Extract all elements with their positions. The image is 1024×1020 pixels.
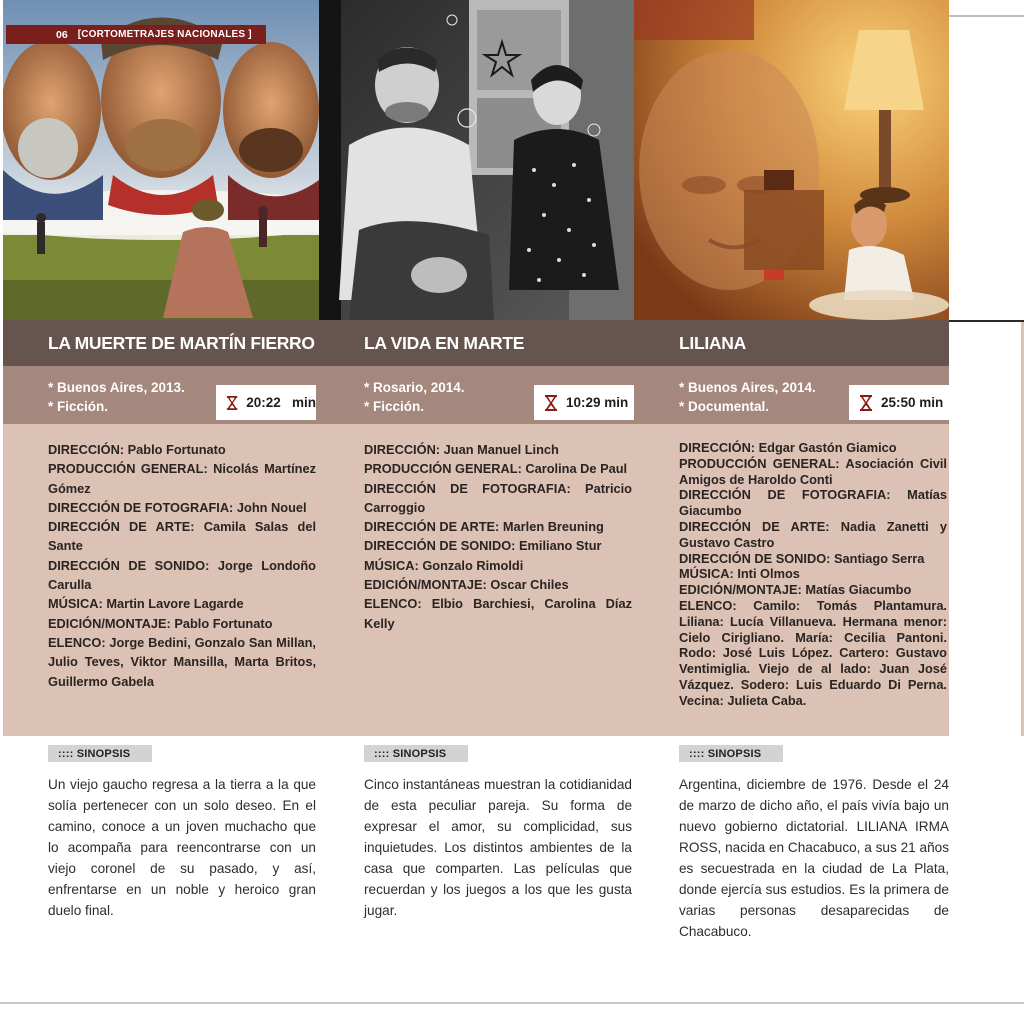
film-genre: * Ficción. (48, 399, 109, 414)
film-still-liliana (634, 0, 949, 320)
synopsis-label: :::: SINOPSIS (48, 745, 152, 762)
duration-value: 20:22 min (246, 395, 316, 410)
film-title-band (319, 320, 634, 366)
credit-montaje: EDICIÓN/MONTAJE: Pablo Fortunato (48, 615, 273, 631)
film-genre: * Ficción. (364, 399, 425, 414)
film-title: LA MUERTE DE MARTÍN FIERRO (48, 332, 315, 353)
duration-box (216, 385, 316, 420)
film-genre: * Documental. (679, 399, 770, 414)
film-still-photo (319, 0, 634, 320)
film-column-1 (3, 0, 319, 1000)
credit-montaje: EDICIÓN/MONTAJE: Matías Giacumbo (679, 582, 912, 598)
synopsis-text: Argentina, diciembre de 1976. Desde el 24 de marzo de dicho año, el país vivía bajo un nuevo gobierno dictatorial. LILIANA IRMA ROSS, nacida en Chacabuco, a sus 21 años es secuestrada en la ciudad de La Plata, donde ejercía sus estudios. Es la primera de varias personas desaparecidas de Chacabuco. (679, 777, 949, 939)
film-location-year: * Buenos Aires, 2014. (679, 380, 816, 395)
film-location-genre (679, 378, 816, 416)
credit-elenco: ELENCO: Camilo: Tomás Plantamura. Liliana: Lucía Villanueva. Hermana menor: Cielo Cirigliano. María: Cecilia Pantoni. Rodo: José Luis López. Cartero: Gustavo Ventimiglia. Viejo de al lado: Juan José Vázquez. Sodero: Luis Eduardo Di Perna. Vecina: Julieta Caba. (679, 597, 947, 708)
credit-musica: MÚSICA: Martin Lavore Lagarde (48, 596, 244, 612)
film-still-illustration (3, 0, 319, 320)
credit-produccion: PRODUCCIÓN GENERAL: Asociación Civil Amigos de Haroldo Conti (679, 455, 947, 487)
credits-list (364, 440, 632, 633)
section-title: [CORTOMETRAJES NACIONALES ] (77, 29, 252, 40)
hourglass-icon (859, 395, 873, 411)
synopsis-text: Un viejo gaucho regresa a la tierra a la que solía pertenecer con un solo deseo. En el camino, conoce a un joven muchacho que lo acompaña para reencontrarse con un viejo coronel de su pasado, y así, enfrentarse en un noble y heroico gran duelo final. (48, 777, 316, 918)
credit-produccion: PRODUCCIÓN GENERAL: Carolina De Paul (364, 461, 628, 477)
film-title-band (3, 320, 319, 366)
film-location-year: * Buenos Aires, 2013. (48, 380, 185, 395)
duration-box (534, 385, 634, 420)
hourglass-icon (226, 395, 238, 411)
film-meta-band (634, 366, 949, 424)
film-title-band (634, 320, 949, 366)
bottom-rule (0, 1002, 1024, 1004)
credit-sonido: DIRECCIÓN DE SONIDO: Jorge Londoño Carulla (48, 557, 316, 593)
film-meta-band (319, 366, 634, 424)
credit-arte: DIRECCIÓN DE ARTE: Nadia Zanetti y Gustavo Castro (679, 518, 947, 550)
right-edge-rule (949, 320, 1024, 322)
credits-list (679, 440, 947, 709)
credit-direccion: DIRECCIÓN: Juan Manuel Linch (364, 442, 559, 457)
film-still-vida-en-marte (319, 0, 634, 320)
duration-box (849, 385, 949, 420)
credit-musica: MÚSICA: Gonzalo Rimoldi (364, 557, 524, 573)
synopsis-label: :::: SINOPSIS (364, 745, 468, 762)
credit-fotografia: DIRECCIÓN DE FOTOGRAFIA: Patricio Carroggio (364, 480, 632, 515)
credit-direccion: DIRECCIÓN: Edgar Gastón Giamico (679, 440, 897, 455)
hourglass-icon (544, 395, 558, 411)
film-still-photo (634, 0, 949, 320)
film-still-martin-fierro (3, 0, 319, 320)
credit-elenco: ELENCO: Jorge Bedini, Gonzalo San Millan, Julio Teves, Viktor Mansilla, Marta Britos, Guillermo Gabela (48, 634, 316, 689)
credit-montaje: EDICIÓN/MONTAJE: Oscar Chiles (364, 577, 569, 593)
credit-musica: MÚSICA: Inti Olmos (679, 566, 800, 582)
film-column-3 (634, 0, 949, 1000)
credit-elenco: ELENCO: Elbio Barchiesi, Carolina Díaz Kelly (364, 596, 632, 631)
credit-fotografia: DIRECCIÓN DE FOTOGRAFIA: John Nouel (48, 499, 307, 515)
credit-produccion: PRODUCCIÓN GENERAL: Nicolás Martínez Gómez (48, 461, 316, 496)
duration-value: 25:50 min (881, 395, 944, 410)
credit-arte: DIRECCIÓN DE ARTE: Camila Salas del Sante (48, 519, 316, 554)
page-number: 06 (56, 28, 68, 41)
film-location-genre (364, 378, 465, 416)
credit-sonido: DIRECCIÓN DE SONIDO: Santiago Serra (679, 550, 925, 566)
synopsis-label: :::: SINOPSIS (679, 745, 783, 762)
film-location-genre (48, 378, 185, 416)
credit-arte: DIRECCIÓN DE ARTE: Marlen Breuning (364, 519, 604, 535)
credit-direccion: DIRECCIÓN: Pablo Fortunato (48, 442, 226, 457)
film-title: LILIANA (679, 332, 746, 353)
credits-panel (3, 424, 319, 736)
credit-fotografia: DIRECCIÓN DE FOTOGRAFIA: Matías Giacumbo (679, 487, 947, 519)
film-column-2 (319, 0, 634, 1000)
synopsis-text: Cinco instantáneas muestran la cotidianidad de esta peculiar pareja. Su forma de expresar el amor, su complicidad, sus inquietudes. Los distintos ambientes de la casa que comparten. Las películas que recuerdan y los juegos a los que les gusta jugar. (364, 777, 632, 918)
duration-value: 10:29 min (566, 395, 629, 410)
film-location-year: * Rosario, 2014. (364, 380, 465, 395)
film-title: LA VIDA EN MARTE (364, 332, 525, 353)
credits-panel (319, 424, 634, 736)
credits-list (48, 440, 316, 691)
credit-sonido: DIRECCIÓN DE SONIDO: Emiliano Stur (364, 538, 602, 554)
film-meta-band (3, 366, 319, 424)
section-header (6, 25, 266, 44)
top-rule (949, 15, 1024, 17)
credits-panel (634, 424, 949, 736)
